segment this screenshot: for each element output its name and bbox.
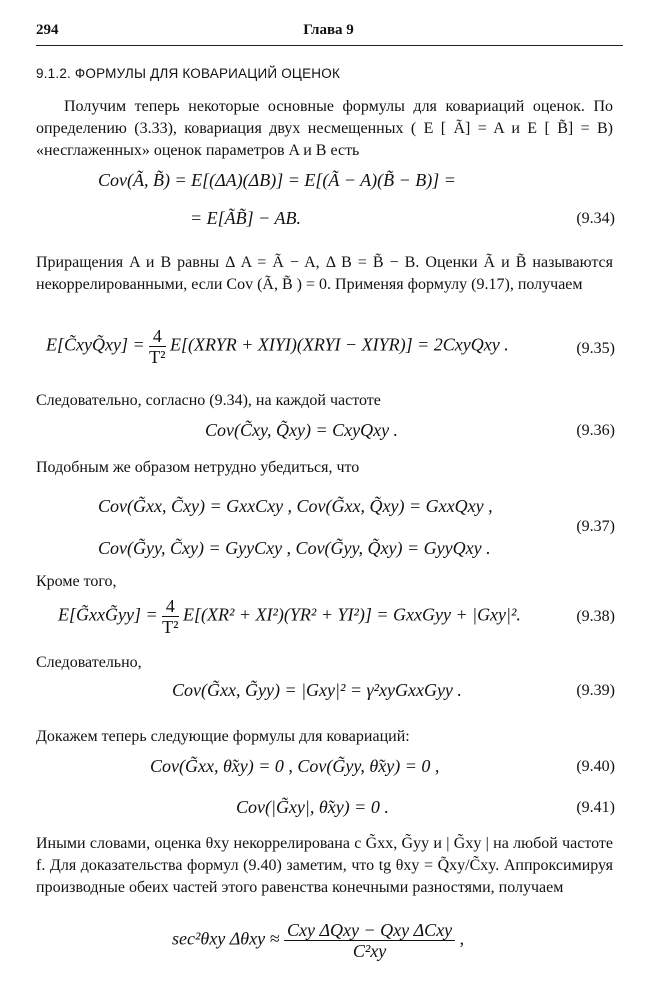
equation-9-37-line-2: Cov(G̃yy, C̃xy) = GyyCxy , Cov(G̃yy, Q̃xy) = GyyQxy . <box>98 538 491 558</box>
equation-number-9-34: (9.34) <box>576 210 615 227</box>
paragraph-5: Кроме того, <box>36 573 117 590</box>
equation-9-34-line-1: Cov(Ã, B̃) = E[(ΔA)(ΔB)] = E[(Ã − A)(B̃ − B)] = <box>98 170 456 190</box>
equation-9-38-rhs: E[(XR² + XI²)(YR² + YI²)] = GxxGyy + |Gxy|². <box>183 604 521 625</box>
fraction-numerator: Cxy ΔQxy − Qxy ΔCxy <box>284 920 455 941</box>
page-header <box>36 22 621 44</box>
equation-lhs: sec²θxy Δθxy ≈ <box>172 928 280 949</box>
fraction-denominator: C²xy <box>352 941 387 961</box>
equation-9-35-rhs: E[(XRYR + XIYI)(XRYI − XIYR)] = 2CxyQxy . <box>170 334 509 355</box>
page-number: 294 <box>36 22 59 38</box>
fraction-denominator: T² <box>162 617 179 637</box>
chapter-title: Глава 9 <box>303 22 354 38</box>
section-title: 9.1.2. ФОРМУЛЫ ДЛЯ КОВАРИАЦИЙ ОЦЕНОК <box>36 66 341 81</box>
equation-9-38 <box>58 596 521 637</box>
equation-number-9-36: (9.36) <box>576 422 615 439</box>
equation-number-9-39: (9.39) <box>576 682 615 699</box>
fraction-denominator: T² <box>149 347 166 367</box>
equation-9-37-line-1: Cov(G̃xx, C̃xy) = GxxCxy , Cov(G̃xx, Q̃xy) = GxxQxy , <box>98 496 493 516</box>
equation-9-39: Cov(G̃xx, G̃yy) = |Gxy|² = γ²xyGxxGyy . <box>172 680 462 700</box>
paragraph-3: Следовательно, согласно (9.34), на каждой частоте <box>36 392 381 409</box>
equation-9-36: Cov(C̃xy, Q̃xy) = CxyQxy . <box>205 420 399 440</box>
equation-number-9-40: (9.40) <box>576 758 615 775</box>
paragraph-2: Приращения A и B равны Δ A = Ã − A, Δ B = B̃ − B. Оценки Ã и B̃ называются некоррелированными, если Cov (Ã, B̃ ) = 0. Применяя формулу (9.17), получаем <box>36 254 613 293</box>
equation-9-40: Cov(G̃xx, θ̃xy) = 0 , Cov(G̃yy, θ̃xy) = 0 , <box>150 756 440 776</box>
equation-number-9-35: (9.35) <box>576 340 615 357</box>
equation-9-38-lhs: E[G̃xxG̃yy] = <box>58 604 158 625</box>
equation-finite-difference <box>172 920 464 961</box>
equation-fraction <box>284 920 455 961</box>
paragraph-7: Докажем теперь следующие формулы для ковариаций: <box>36 728 410 745</box>
equation-9-41: Cov(|G̃xy|, θ̃xy) = 0 . <box>236 797 389 817</box>
equation-9-35-fraction <box>149 326 165 367</box>
paragraph-8: Иными словами, оценка θxy некоррелирована с G̃xx, G̃yy и | G̃xy | на любой частоте f. Для доказательства формул (9.40) заметим, что tg θxy = Q̃xy/C̃xy. Аппроксимируя производные обеих частей этого равенства конечными разностями, получаем <box>36 835 613 896</box>
fraction-numerator: 4 <box>162 596 178 617</box>
equation-9-38-fraction <box>162 596 178 637</box>
header-rule <box>36 45 623 46</box>
equation-9-34-line-2: = E[ÃB̃] − AB. <box>190 208 301 228</box>
fraction-numerator: 4 <box>149 326 165 347</box>
paragraph-4: Подобным же образом нетрудно убедиться, что <box>36 459 360 476</box>
equation-number-9-41: (9.41) <box>576 799 615 816</box>
equation-9-35 <box>46 326 509 367</box>
equation-trailing-comma: , <box>459 928 465 949</box>
paragraph-1: Получим теперь некоторые основные формулы для ковариаций оценок. По определению (3.33), ковариация двух несмещенных ( E [ Ã] = A и E [ B̃] = B) «несглаженных» оценок параметров A и B есть <box>36 98 613 159</box>
equation-number-9-38: (9.38) <box>576 608 615 625</box>
equation-number-9-37: (9.37) <box>576 518 615 535</box>
paragraph-6: Следовательно, <box>36 654 142 671</box>
equation-9-35-lhs: E[C̃xyQ̃xy] = <box>46 334 145 355</box>
